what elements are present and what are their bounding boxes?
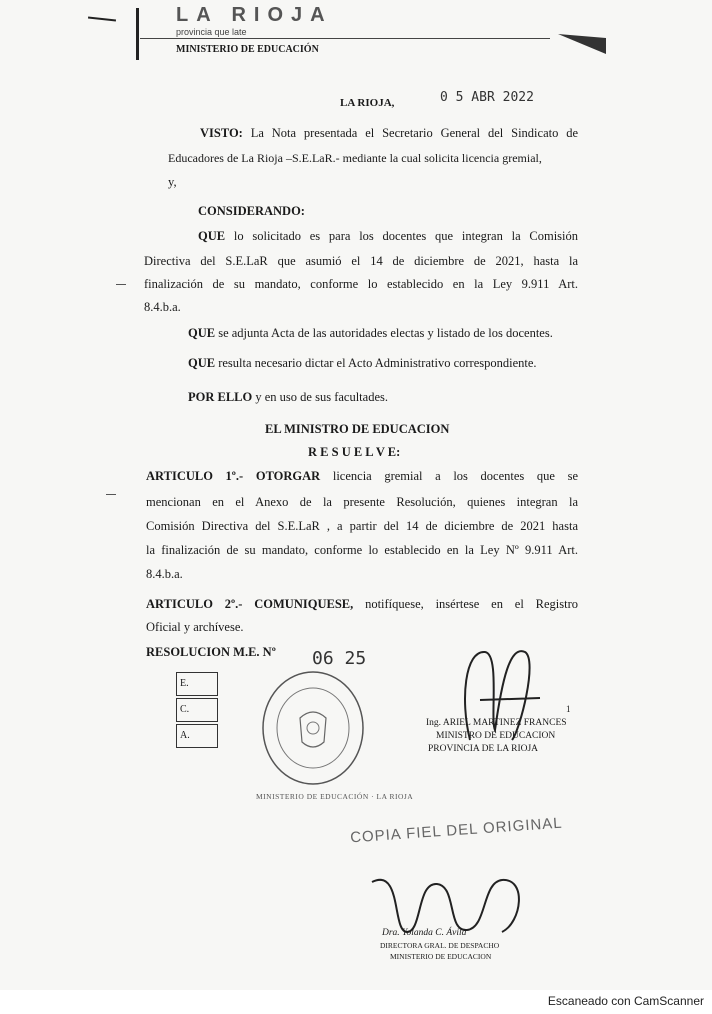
- signature-1-title: MINISTRO DE EDUCACION: [436, 731, 556, 741]
- resuelve-heading: R E S U E L V E:: [308, 445, 401, 459]
- signature-2-dept: MINISTERIO DE EDUCACION: [390, 952, 492, 961]
- corner-mark: [88, 17, 116, 22]
- date-stamp: 0 5 ABR 2022: [440, 90, 534, 105]
- visto-line3: y,: [168, 175, 177, 189]
- visto-label: VISTO:: [200, 126, 243, 140]
- visto-line1: [200, 126, 578, 141]
- logo-text: LA RIOJA: [176, 4, 333, 26]
- signature-1-name: Ing. ARIEL MARTINEZ FRANCES: [426, 718, 567, 728]
- que1-line2: Directiva del S.E.LaR que asumió el 14 de diciembre de 2021, hasta la: [144, 254, 578, 268]
- scanner-footer-text: Escaneado con CamScanner: [547, 994, 704, 1008]
- que1-text-1: lo solicitado es para los docentes que integran la Comisión: [233, 229, 579, 243]
- resolucion-label: RESOLUCION M.E. Nº: [146, 645, 276, 659]
- header-divider: [136, 8, 139, 60]
- signature-2-title: DIRECTORA GRAL. DE DESPACHO: [380, 941, 500, 950]
- art2-label: ARTICULO 2º.- COMUNIQUESE,: [146, 597, 354, 611]
- que2-line: [188, 326, 553, 341]
- porello-label: POR ELLO: [188, 390, 253, 404]
- control-box-e: E.: [176, 672, 218, 696]
- art1-line3: Comisión Directiva del S.E.LaR , a partir del 14 de diciembre de 2021 hasta: [146, 519, 578, 533]
- que1-line3: finalización de su mandato, conforme lo establecido en la Ley 9.911 Art.: [144, 277, 578, 291]
- official-seal: [258, 668, 368, 788]
- que3-line: [188, 356, 537, 371]
- art1-line4: la finalización de su mandato, conforme lo establecido en la Ley Nº 9.911 Art.: [146, 543, 578, 557]
- que1-line1: [198, 229, 578, 244]
- art1-line1: [146, 469, 578, 484]
- art2-line2: Oficial y archívese.: [146, 620, 244, 634]
- art1-label: ARTICULO 1º.- OTORGAR: [146, 469, 321, 483]
- porello-text: y en uso de sus facultades.: [255, 390, 388, 404]
- header-rule: [140, 38, 550, 39]
- art1-line5: 8.4.b.a.: [146, 567, 183, 581]
- date-place: LA RIOJA,: [340, 97, 395, 109]
- signature-2-name: Dra. Yolanda C. Ávila: [382, 928, 467, 938]
- que3-text: resulta necesario dictar el Acto Administrativo correspondiente.: [218, 356, 537, 370]
- ministry-name: MINISTERIO DE EDUCACIÓN: [176, 44, 319, 55]
- control-box-a: A.: [176, 724, 218, 748]
- margin-mark-1: [116, 284, 126, 285]
- control-boxes: [176, 672, 218, 750]
- que3-label: QUE: [188, 356, 216, 370]
- que1-line4: 8.4.b.a.: [144, 300, 181, 314]
- art2-line1: [146, 597, 578, 612]
- resolucion-number: 06 25: [312, 648, 367, 669]
- que1-label: QUE: [198, 229, 226, 243]
- header-triangle-mark: [558, 32, 608, 56]
- margin-mark-2: [106, 494, 116, 495]
- copia-stamp: COPIA FIEL DEL ORIGINAL: [349, 814, 564, 847]
- art1-text-1: licencia gremial a los docentes que se: [332, 469, 578, 483]
- porello-line: [188, 390, 388, 405]
- control-box-c: C.: [176, 698, 218, 722]
- que2-label: QUE: [188, 326, 216, 340]
- minister-heading: EL MINISTRO DE EDUCACION: [265, 422, 450, 436]
- seal-caption: MINISTERIO DE EDUCACIÓN · LA RIOJA: [256, 792, 414, 801]
- province-tagline: provincia que late: [176, 27, 247, 37]
- visto-text-1: La Nota presentada el Secretario General del Sindicato de: [250, 126, 579, 140]
- que2-text: se adjunta Acta de las autoridades electas y listado de los docentes.: [218, 326, 553, 340]
- art2-text-1: notifíquese, insértese en el Registro: [365, 597, 578, 611]
- art1-line2: mencionan en el Anexo de la presente Resolución, quienes integran la: [146, 495, 578, 509]
- page-number: 1: [566, 704, 571, 714]
- signature-1-province: PROVINCIA DE LA RIOJA: [428, 744, 539, 754]
- considerando-label: CONSIDERANDO:: [198, 204, 305, 218]
- visto-line2: Educadores de La Rioja –S.E.LaR.- mediante la cual solicita licencia gremial,: [168, 151, 542, 165]
- scanner-footer-bar: [0, 990, 712, 1014]
